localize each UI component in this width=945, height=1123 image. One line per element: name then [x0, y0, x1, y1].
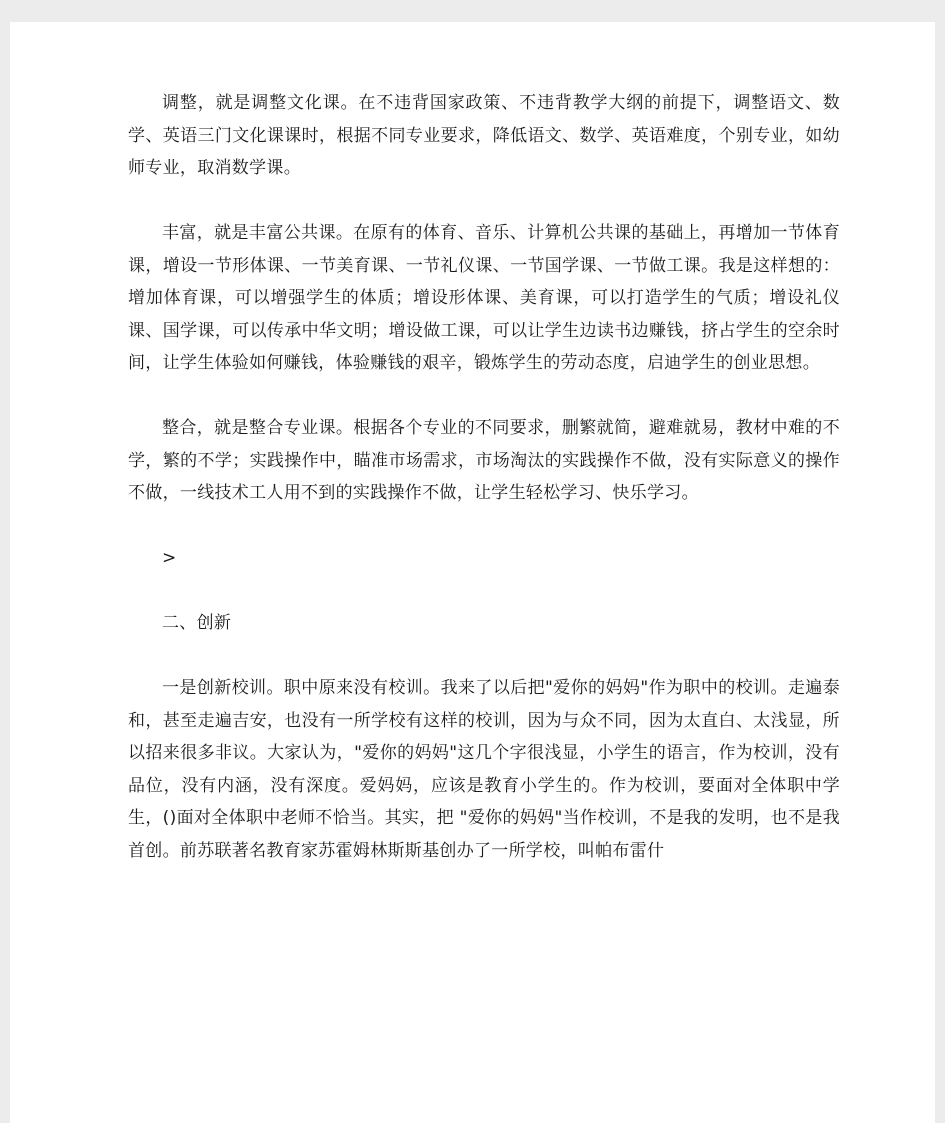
paragraph-innovate-school-motto: 一是创新校训。职中原来没有校训。我来了以后把"爱你的妈妈"作为职中的校训。走遍泰和，甚至走遍吉安，也没有一所学校有这样的校训，因为与众不同，因为太直白、太浅显，所以招来很多非议。大家认为，"爱你的妈妈"这几个字很浅显，小学生的语言，作为校训，没有品位，没有内涵，没有深度。爱妈妈，应该是教育小学生的。作为校训，要面对全体职中学生，()面对全体职中老师不恰当。其实，把 "爱你的妈妈"当作校训，不是我的发明，也不是我首创。前苏联著名教育家苏霍姆林斯斯基创办了一所学校，叫帕布雷什 [128, 678, 840, 861]
section-heading-innovation: 二、创新 [162, 613, 232, 633]
paragraph-adjust-culture-courses: 调整，就是调整文化课。在不违背国家政策、不违背教学大纲的前提下，调整语文、数学、英语三门文化课课时，根据不同专业要求，降低语文、数学、英语难度，个别专业，如幼师专业，取消数学课。 [128, 93, 840, 178]
paragraph-integrate-major-courses: 整合，就是整合专业课。根据各个专业的不同要求，删繁就简，避难就易，教材中难的不学，繁的不学；实践操作中，瞄准市场需求，市场淘汰的实践操作不做，没有实际意义的操作不做，一线技术工人用不到的实践操作不做，让学生轻松学习、快乐学习。 [128, 418, 840, 503]
document-body [128, 87, 840, 900]
paragraph-separator: > [162, 548, 177, 568]
document-page [10, 22, 935, 1123]
paragraph-enrich-public-courses: 丰富，就是丰富公共课。在原有的体育、音乐、计算机公共课的基础上，再增加一节体育课，增设一节形体课、一节美育课、一节礼仪课、一节国学课、一节做工课。我是这样想的：增加体育课，可以增强学生的体质；增设形体课、美育课，可以打造学生的气质；增设礼仪课、国学课，可以传承中华文明；增设做工课，可以让学生边读书边赚钱，挤占学生的空余时间，让学生体验如何赚钱，体验赚钱的艰辛，锻炼学生的劳动态度，启迪学生的创业思想。 [128, 223, 840, 373]
